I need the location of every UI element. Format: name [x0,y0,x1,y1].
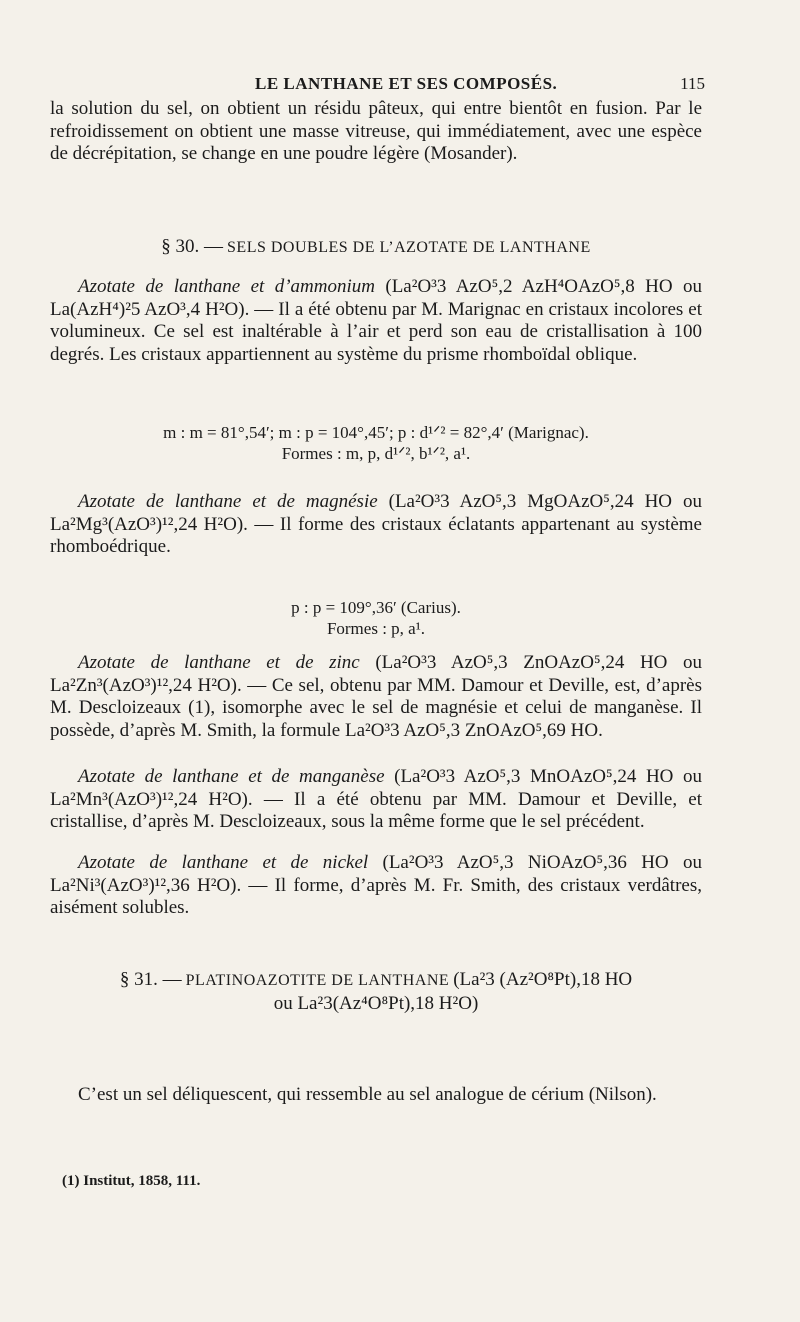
magnesie-angles-line: p : p = 109°,36′ (Carius). [291,598,461,617]
magnesie-forms-line: Formes : p, a¹. [326,619,426,638]
closing-paragraph [50,1084,702,1107]
ammonium-angles-line: m : m = 81°,54′; m : p = 104°,45′; p : d¹ᐟ² = 82°,4′ (Marignac). [163,423,589,442]
zinc-salt-name: Azotate de lanthane et de zinc [78,652,360,673]
page-number: 115 [680,74,705,93]
section-31-number: § 31. — [119,969,182,990]
magnesie-angles [50,597,702,639]
magnesie-paragraph [50,491,702,559]
section-30-number: § 30. — [161,236,224,257]
intro-paragraph [50,98,702,166]
footnote: (1) Institut, 1858, 111. [62,1173,201,1189]
closing-text: C’est un sel déliquescent, qui ressemble au sel analogue de cérium (Nilson). [78,1084,657,1105]
magnesie-salt-name: Azotate de lanthane et de magnésie [78,491,378,512]
manganese-salt-name: Azotate de lanthane et de manganèse [78,766,385,787]
zinc-text: (La²O³3 AzO⁵,3 ZnOAzO⁵,24 HO ou La²Zn³(AzO³)¹²,24 H²O). — Ce sel, obtenu par MM. Damour et Deville, est, d’après M. Descloizeaux (1), isomorphe avec le sel de magnésie et celui de manganèse. Il possède, d’après M. Smith, la formule La²O³3 AzO⁵,3 ZnOAzO⁵,69 HO. [50,652,702,741]
section-30-title: SELS DOUBLES DE L’AZOTATE DE LANTHANE [227,239,591,256]
section-31-title: PLATINOAZOTITE DE LANTHANE [185,972,450,989]
running-title: LE LANTHANE ET SES COMPOSÉS. [255,74,558,93]
section-31-formula: (La²3 (Az²O⁸Pt),18 HO [453,969,633,990]
nickel-paragraph [50,852,702,920]
section-31-heading [50,968,702,1015]
manganese-paragraph [50,766,702,834]
zinc-paragraph [50,652,702,742]
section-30-heading [50,236,702,258]
ammonium-paragraph [50,276,702,366]
nickel-text: (La²O³3 AzO⁵,3 NiOAzO⁵,36 HO ou La²Ni³(AzO³)¹²,36 H²O). — Il forme, d’après M. Fr. Smith, des cristaux verdâtres, aisément solubles. [50,852,702,918]
ammonium-text: (La²O³3 AzO⁵,2 AzH⁴OAzO⁵,8 HO ou La(AzH⁴)²5 AzO³,4 H²O). — Il a été obtenu par M. Marignac en cristaux incolores et volumineux. Ce sel est inaltérable à l’air et perd son eau de cristallisation à 100 degrés. Les cristaux appartiennent au système du prisme rhomboïdal oblique. [50,276,703,365]
manganese-text: (La²O³3 AzO⁵,3 MnOAzO⁵,24 HO ou La²Mn³(AzO³)¹²,24 H²O). — Il a été obtenu par MM. Damour et Deville, et cristallise, d’après M. Descloizeaux, sous la même forme que le sel précédent. [50,766,702,832]
intro-text: la solution du sel, on obtient un résidu pâteux, qui entre bientôt en fusion. Par le refroidissement on obtient une masse vitreuse, qui immédiatement, avec une espèce de décrépitation, se change en une poudre légère (Mosander). [50,98,702,164]
ammonium-salt-name: Azotate de lanthane et d’ammonium [78,276,375,297]
nickel-salt-name: Azotate de lanthane et de nickel [78,852,369,873]
magnesie-text: (La²O³3 AzO⁵,3 MgOAzO⁵,24 HO ou La²Mg³(AzO³)¹²,24 H²O). — Il forme des cristaux éclatants appartenant au système rhomboédrique. [50,491,702,557]
ammonium-angles [50,422,702,464]
section-31-formula-alt: ou La²3(Az⁴O⁸Pt),18 H²O) [273,993,479,1014]
ammonium-forms-line: Formes : m, p, d¹ᐟ², b¹ᐟ², a¹. [281,444,471,463]
